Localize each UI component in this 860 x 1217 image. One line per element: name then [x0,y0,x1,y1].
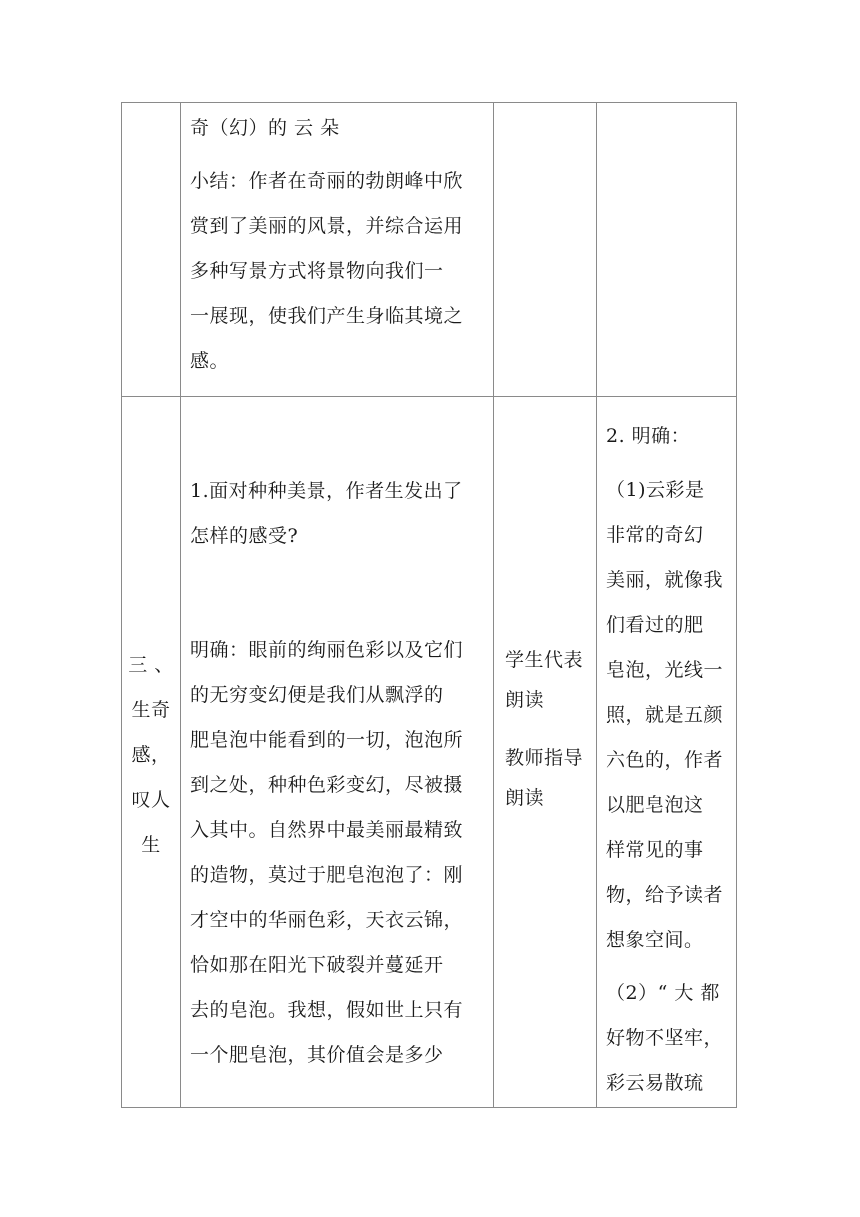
row1-line: 多种写景方式将景物向我们一 [190,260,444,282]
notes-line: 彩云易散琉 [606,1072,704,1094]
section-heading-line: 生奇 [131,699,171,721]
answer-line: 的造物，莫过于肥皂泡泡了：刚 [190,864,464,886]
question-line: 怎样的感受? [190,525,299,547]
notes-line: 想象空间。 [606,929,704,951]
answer-line: 去的皂泡。我想，假如世上只有 [190,999,464,1021]
answer-line: 的无穷变幻便是我们从飘浮的 [190,684,444,706]
row1-line: 感。 [190,350,230,372]
answer-line: 入其中。自然界中最美丽最精致 [190,819,464,841]
table-right-border [736,102,737,1108]
section-heading-line: 感， [131,744,171,766]
section-heading-line: 叹人 [131,789,171,811]
notes-line: 好物不坚牢， [606,1027,724,1049]
answer-line: 恰如那在阳光下破裂并蔓延开 [190,954,444,976]
notes-line: 以肥皂泡这 [606,794,704,816]
row-divider [121,396,737,397]
notes-line: （1)云彩是 [606,479,705,501]
table-left-border [121,102,122,1108]
notes-line: 皂泡，光线一 [606,659,724,681]
section-heading-line: 生 [141,834,161,856]
notes-line: 六色的，作者 [606,749,724,771]
row1-content [190,106,486,384]
question-line: 1.面对种种美景，作者生发出了 [190,480,463,502]
column-divider-1 [180,102,181,1108]
section-heading-line: 三 、 [128,654,174,676]
notes-line: 2. 明确： [606,425,691,447]
answer-line: 到之处，种种色彩变幻，尽被摄 [190,774,464,796]
notes-line: 物，给予读者 [606,884,724,906]
answer-line: 一个肥皂泡，其价值会是多少 [190,1044,444,1066]
answer-text [190,628,486,1078]
answer-line: 才空中的华丽色彩，天衣云锦， [190,909,464,931]
notes-line: （2）“ 大 都 [606,982,720,1004]
answer-line: 肥皂泡中能看到的一切，泡泡所 [190,729,464,751]
notes-line: 们看过的肥 [606,614,704,636]
activity-line: 教师指导 [505,747,584,769]
activity-line: 朗读 [505,787,545,809]
column-divider-3 [596,102,597,1108]
column-divider-2 [493,102,494,1108]
row1-line: 赏到了美丽的风景，并综合运用 [190,215,464,237]
row1-line: 小结：作者在奇丽的勃朗峰中欣 [190,170,464,192]
table-top-border [121,102,737,103]
table-bottom-border [121,1107,737,1108]
notes-line: 样常见的事 [606,839,704,861]
row1-line: 奇（幻）的 云 朵 [190,117,340,139]
notes-line: 非常的奇幻 [606,524,704,546]
section-heading [122,643,180,868]
answer-line: 明确：眼前的绚丽色彩以及它们 [190,639,464,661]
notes-line: 照，就是五颜 [606,704,724,726]
notes-line: 美丽，就像我 [606,569,724,591]
question-text [190,469,486,559]
answer-notes [606,414,732,1106]
activity-line: 朗读 [505,689,545,711]
row1-line: 一展现，使我们产生身临其境之 [190,305,464,327]
activity-text [505,640,595,818]
activity-line: 学生代表 [505,649,584,671]
